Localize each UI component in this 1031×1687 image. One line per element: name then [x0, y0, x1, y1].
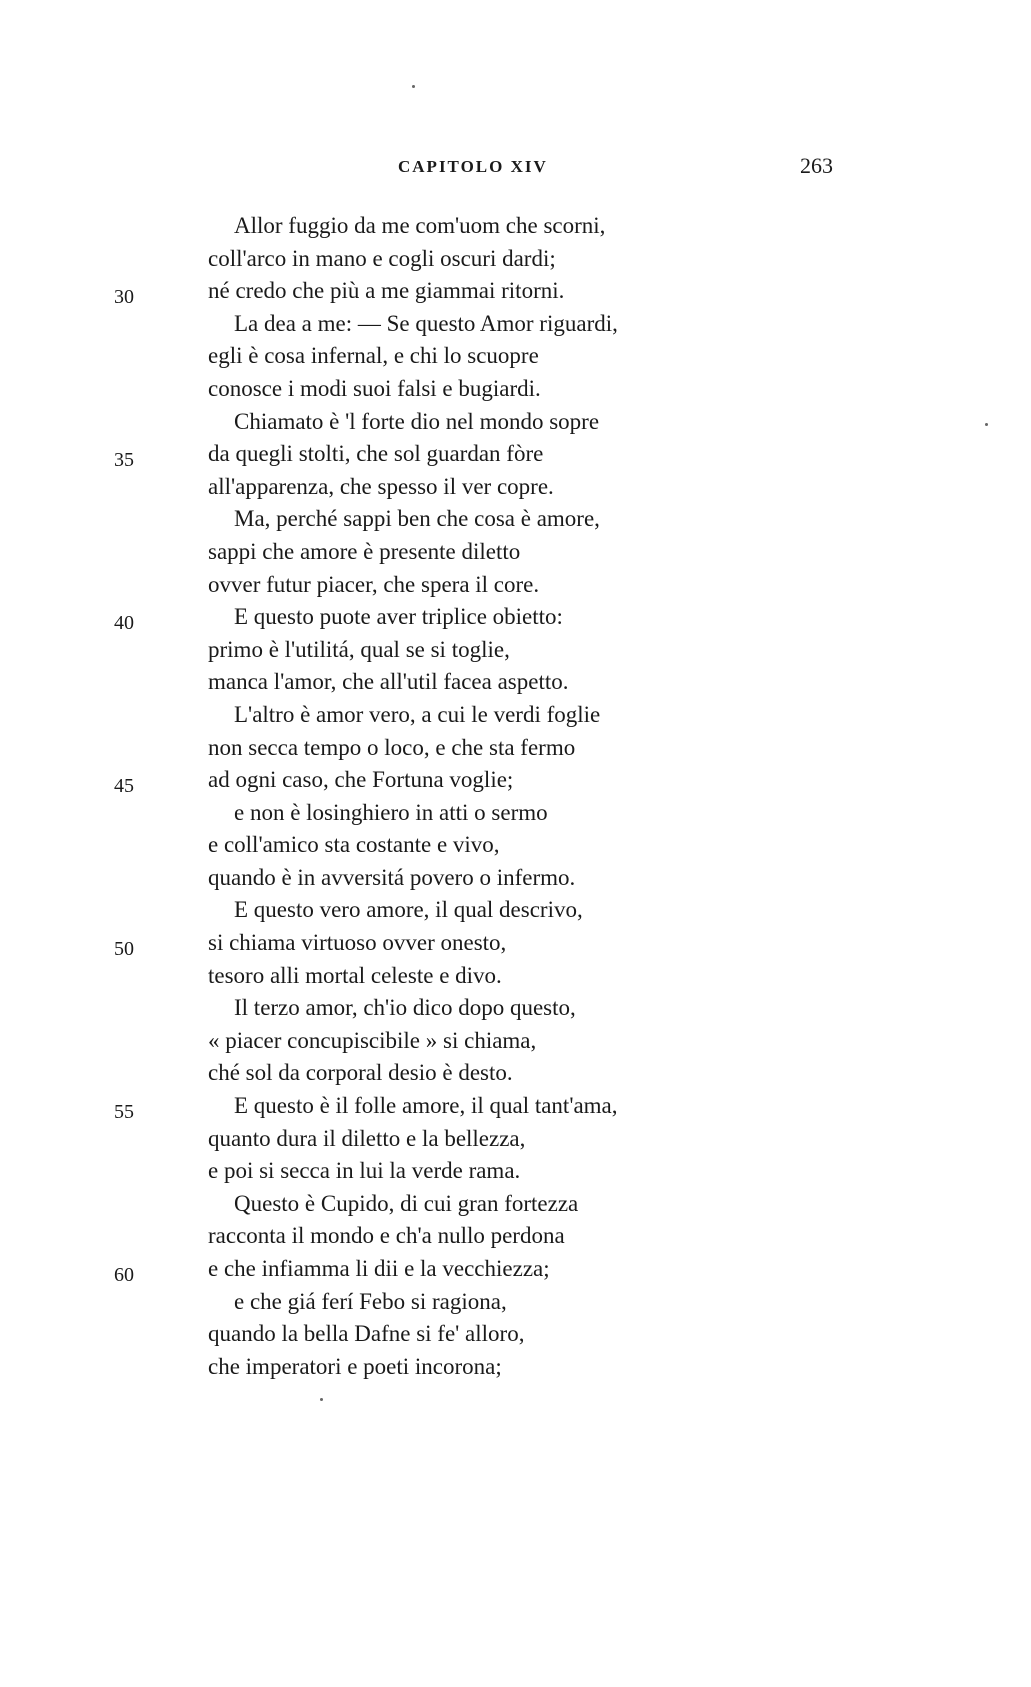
verse-line — [0, 1057, 1031, 1090]
verse-line — [0, 797, 1031, 830]
verse-text: che imperatori e poeti incorona; — [208, 1353, 502, 1379]
verse-text: E questo puote aver triplice obietto: — [234, 604, 563, 630]
line-number: 50 — [114, 938, 134, 961]
verse-text: E questo vero amore, il qual descrivo, — [234, 897, 583, 923]
line-number: 55 — [114, 1101, 134, 1124]
verse-text: e che giá ferí Febo si ragiona, — [234, 1288, 507, 1314]
verse-line — [0, 1090, 1031, 1123]
verse-line — [0, 373, 1031, 406]
verse-text: primo è l'utilitá, qual se si toglie, — [208, 636, 510, 662]
verse-text: e che infiamma li dii e la vecchiezza; — [208, 1256, 550, 1281]
verse-text: Questo è Cupido, di cui gran fortezza — [234, 1190, 579, 1216]
line-number: 45 — [114, 775, 134, 798]
verse-text: si chiama virtuoso ovver onesto, — [208, 930, 507, 956]
verse-text: conosce i modi suoi falsi e bugiardi. — [208, 375, 541, 401]
verse-text: né credo che più a me giammai ritorni. — [208, 278, 565, 304]
verse-line — [0, 666, 1031, 699]
verse-line — [0, 1318, 1031, 1351]
verse-line — [0, 1220, 1031, 1253]
scan-speck — [320, 1398, 323, 1401]
verse-text: coll'arco in mano e cogli oscuri dardi; — [208, 245, 556, 271]
verse-text: ché sol da corporal desio è desto. — [208, 1060, 513, 1086]
verse-line — [0, 438, 1031, 471]
verse-line — [0, 699, 1031, 732]
verse-line — [0, 1286, 1031, 1319]
running-head — [0, 153, 1031, 187]
verse-text: tesoro alli mortal celeste e divo. — [208, 962, 502, 988]
verse-line — [0, 471, 1031, 504]
verse-line — [0, 927, 1031, 960]
verse-text: e poi si secca in lui la verde rama. — [208, 1158, 521, 1184]
line-number: 40 — [114, 612, 134, 635]
verse-line — [0, 829, 1031, 862]
verse-text: quanto dura il diletto e la bellezza, — [208, 1125, 526, 1151]
scan-speck — [412, 85, 415, 88]
chapter-title: CAPITOLO XIV — [398, 157, 548, 176]
line-number: 60 — [114, 1264, 134, 1286]
verse-text: L'altro è amor vero, a cui le verdi foglie — [234, 701, 601, 727]
verse-line — [0, 503, 1031, 536]
verse-text: « piacer concupiscibile » si chiama, — [208, 1027, 537, 1053]
verse-line — [0, 1351, 1031, 1384]
verse-line — [0, 1155, 1031, 1188]
verse-text: Allor fuggio da me com'uom che scorni, — [234, 213, 606, 238]
verse-line — [0, 1253, 1031, 1286]
verse-text: La dea a me: — Se questo Amor riguardi, — [234, 310, 618, 336]
verse-text: Il terzo amor, ch'io dico dopo questo, — [234, 995, 576, 1021]
verse-text: sappi che amore è presente diletto — [208, 538, 521, 564]
verse-line — [0, 894, 1031, 927]
poem-body — [0, 210, 1031, 1383]
verse-line — [0, 1188, 1031, 1221]
verse-text: Chiamato è 'l forte dio nel mondo sopre — [234, 408, 600, 434]
verse-text: da quegli stolti, che sol guardan fòre — [208, 441, 544, 467]
verse-line — [0, 601, 1031, 634]
verse-line — [0, 210, 1031, 243]
verse-line — [0, 1025, 1031, 1058]
verse-line — [0, 569, 1031, 602]
verse-text: e non è losinghiero in atti o sermo — [234, 799, 548, 825]
verse-line — [0, 1123, 1031, 1156]
verse-line — [0, 764, 1031, 797]
verse-text: quando è in avversitá povero o infermo. — [208, 864, 576, 890]
verse-text: manca l'amor, che all'util facea aspetto. — [208, 669, 569, 695]
verse-text: quando la bella Dafne si fe' alloro, — [208, 1321, 525, 1347]
verse-text: ad ogni caso, che Fortuna voglie; — [208, 767, 514, 793]
verse-text: ovver futur piacer, che spera il core. — [208, 571, 540, 597]
verse-text: all'apparenza, che spesso il ver copre. — [208, 473, 554, 499]
verse-text: Ma, perché sappi ben che cosa è amore, — [234, 506, 600, 532]
verse-line — [0, 634, 1031, 667]
verse-text: racconta il mondo e ch'a nullo perdona — [208, 1223, 565, 1249]
verse-line — [0, 243, 1031, 276]
verse-line — [0, 275, 1031, 308]
verse-line — [0, 308, 1031, 341]
verse-line — [0, 536, 1031, 569]
verse-line — [0, 340, 1031, 373]
verse-line — [0, 992, 1031, 1025]
verse-line — [0, 960, 1031, 993]
verse-text: e coll'amico sta costante e vivo, — [208, 832, 500, 858]
verse-text: E questo è il folle amore, il qual tant'ama, — [234, 1093, 618, 1119]
verse-line — [0, 862, 1031, 895]
verse-text: egli è cosa infernal, e chi lo scuopre — [208, 343, 539, 369]
verse-text: non secca tempo o loco, e che sta fermo — [208, 734, 576, 760]
page-number: 263 — [800, 153, 833, 178]
verse-line — [0, 732, 1031, 765]
line-number: 35 — [114, 449, 134, 472]
line-number: 30 — [114, 286, 134, 309]
verse-line — [0, 406, 1031, 439]
